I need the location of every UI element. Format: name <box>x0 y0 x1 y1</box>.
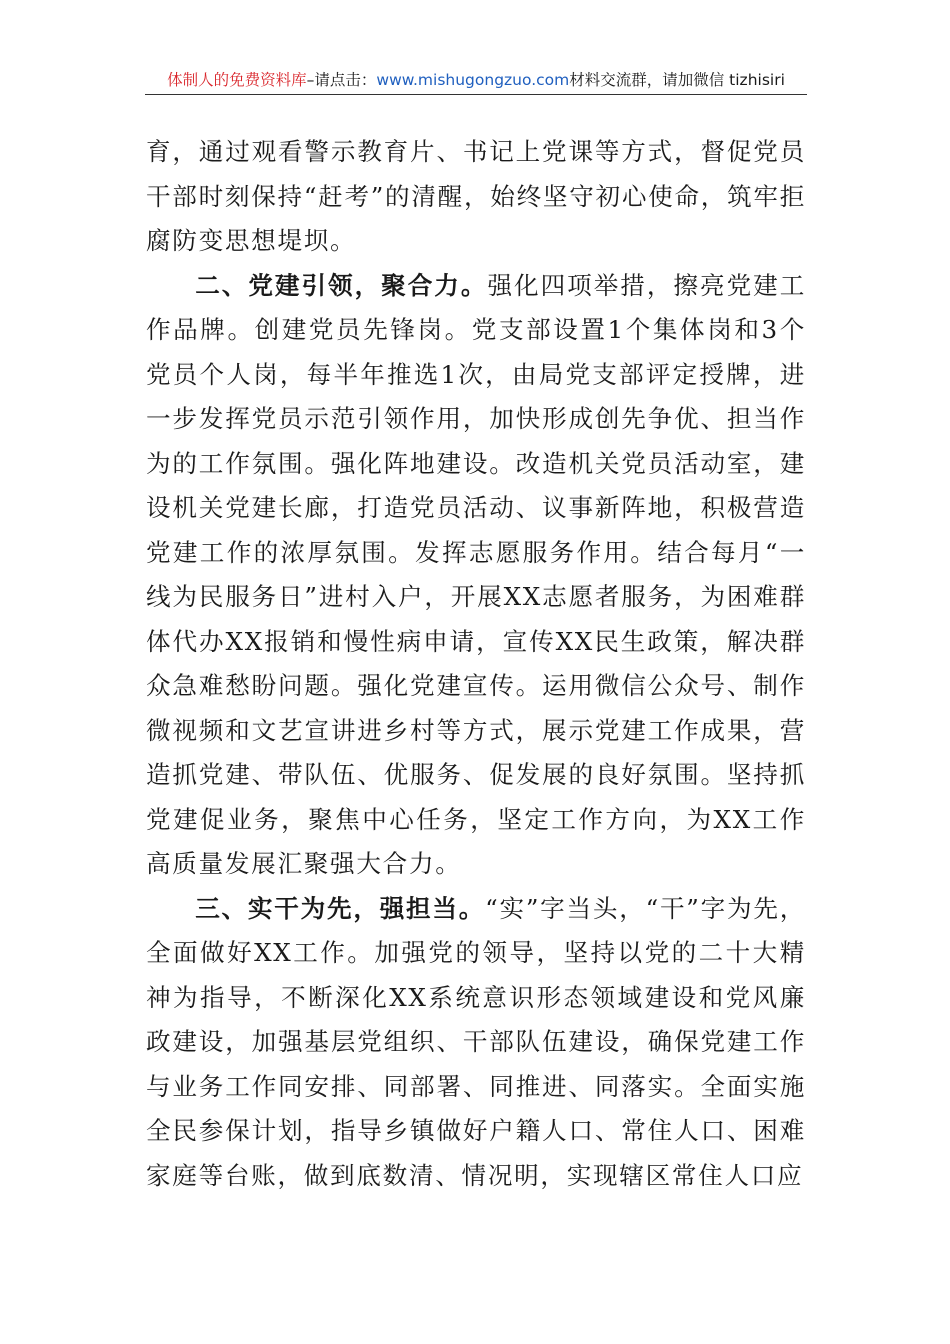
header-note: 材料交流群，请加微信 tizhisiri <box>569 71 785 89</box>
header-prompt: –请点击： <box>306 71 377 89</box>
header-link[interactable]: www.mishugongzuo.com <box>376 71 570 89</box>
document-body <box>146 130 806 1198</box>
paragraph-text: “实”字当头，“干”字为先，全面做好XX工作。加强党的领导，坚持以党的二十大精神为指导，不断深化XX系统意识形态领域建设和党风廉政建设，加强基层党组织、干部队伍建设，确保党建工作与业务工作同安排、同部署、同推进、同落实。全面实施全民参保计划，指导乡镇做好户籍人口、常住人口、困难家庭等台账，做到底数清、情况明，实现辖区常住人口应 <box>146 893 807 1190</box>
header-brand: 体制人的免费资料库 <box>167 71 307 89</box>
paragraph-1 <box>146 130 806 264</box>
paragraph-3 <box>146 887 806 1199</box>
paragraph-text: 强化四项举措，擦亮党建工作品牌。创建党员先锋岗。党支部设置1个集体岗和3个党员个人岗，每半年推选1次，由局党支部评定授牌，进一步发挥党员示范引领作用，加快形成创先争优、担当作为的工作氛围。强化阵地建设。改造机关党员活动室，建设机关党建长廊，打造党员活动、议事新阵地，积极营造党建工作的浓厚氛围。发挥志愿服务作用。结合每月“一线为民服务日”进村入户，开展XX志愿者服务，为困难群体代办XX报销和慢性病申请，宣传XX民生政策，解决群众急难愁盼问题。强化党建宣传。运用微信公众号、制作微视频和文艺宣讲进乡村等方式，展示党建工作成果，营造抓党建、带队伍、优服务、促发展的良好氛围。坚持抓党建促业务，聚焦中心任务，坚定工作方向，为XX工作高质量发展汇聚强大合力。 <box>146 270 807 878</box>
page-header <box>145 68 807 95</box>
paragraph-text: 育，通过观看警示教育片、书记上党课等方式，督促党员干部时刻保持“赶考”的清醒，始终坚守初心使命，筑牢拒腐防变思想堤坝。 <box>146 137 806 255</box>
paragraph-2 <box>146 264 806 887</box>
section-heading-2: 二、党建引领，聚合力。 <box>195 270 488 300</box>
section-heading-3: 三、实干为先，强担当。 <box>195 893 486 923</box>
